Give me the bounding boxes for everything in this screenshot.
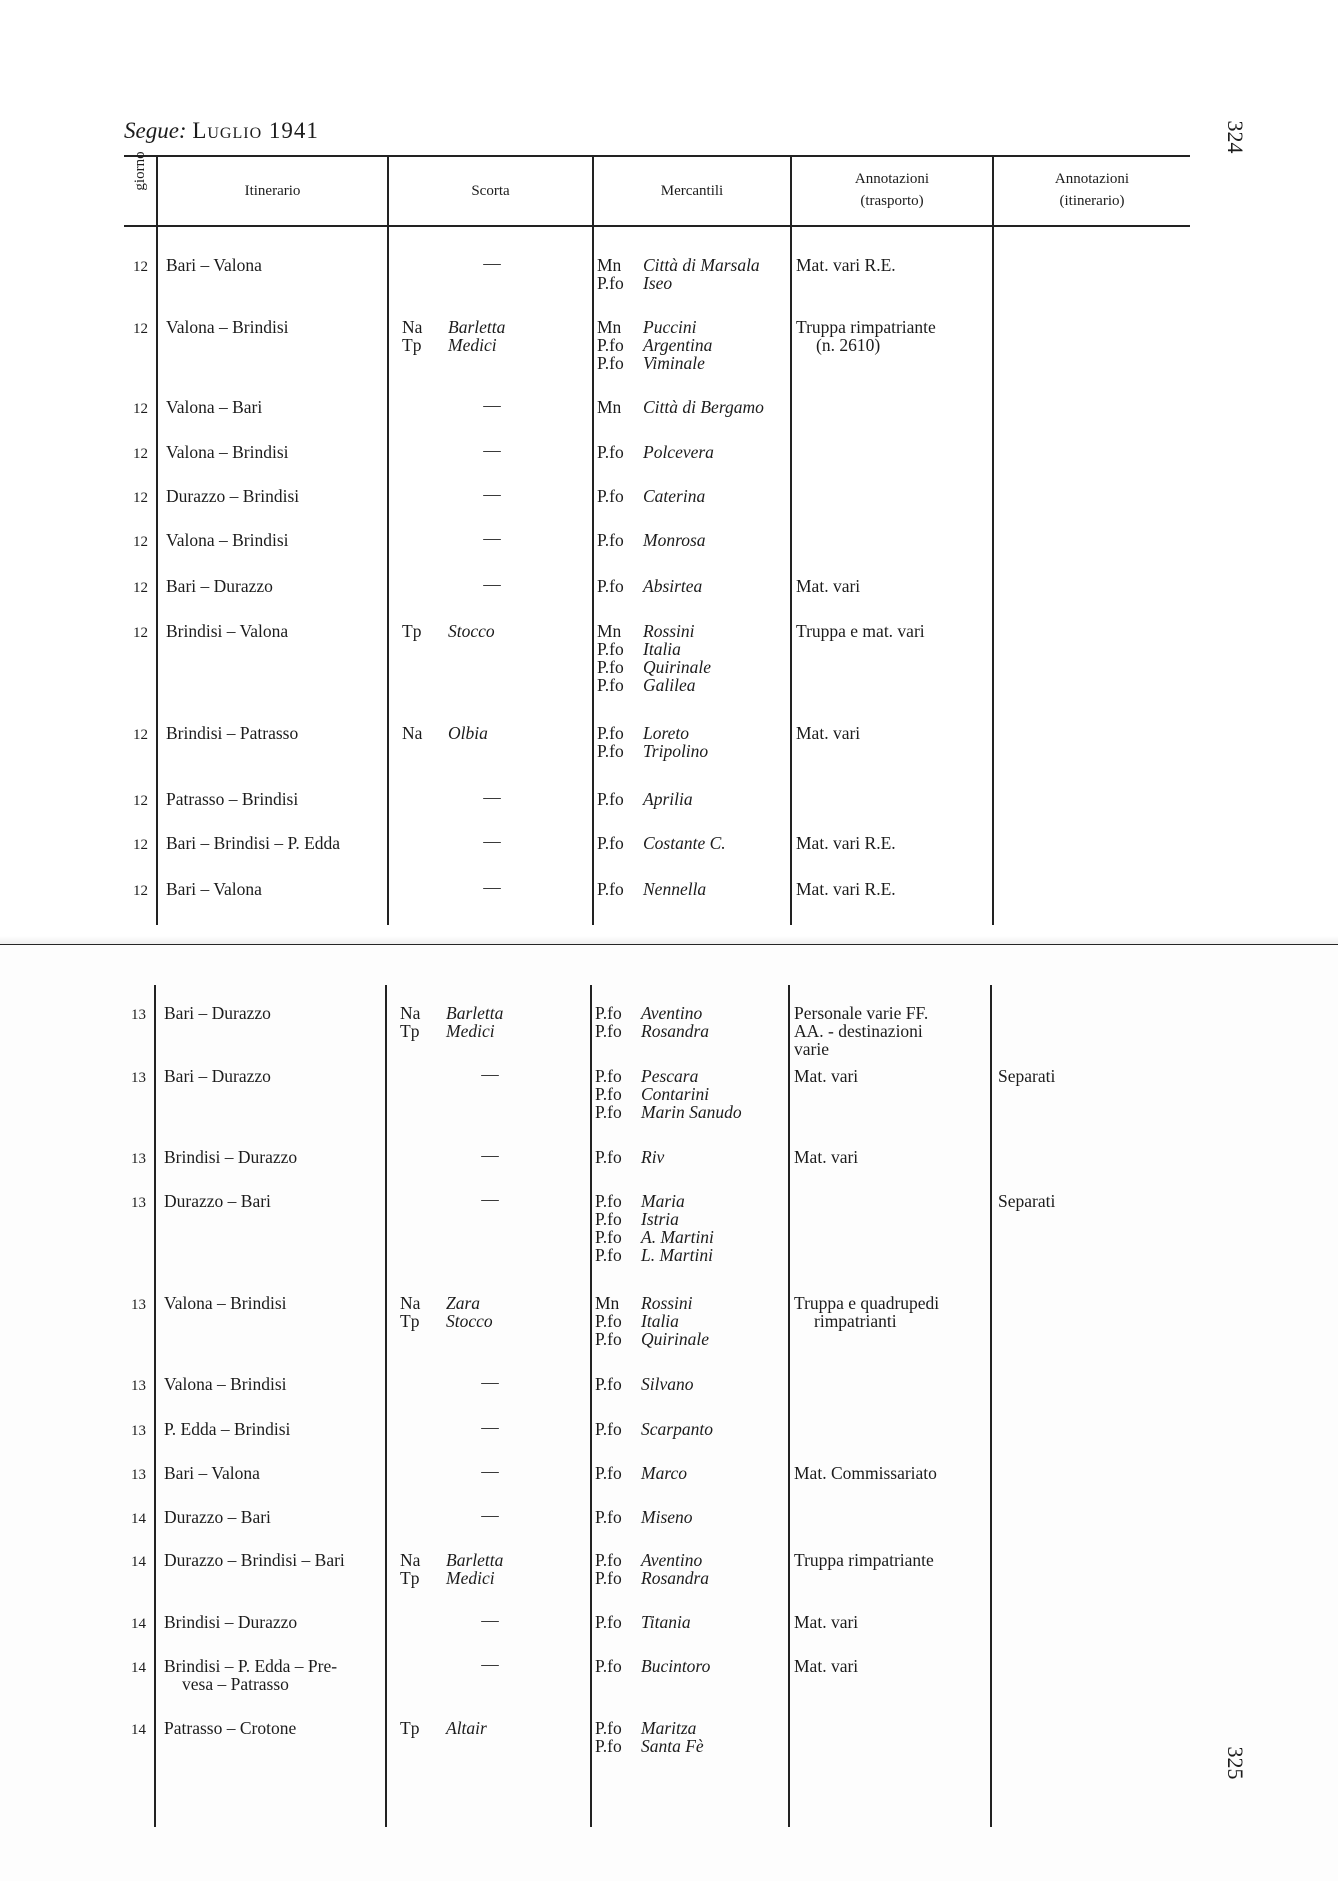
itinerary-cell: Bari – Valona	[164, 1463, 260, 1483]
itinerary-cell: Valona – Brindisi	[164, 1293, 287, 1313]
page-number-bottom: 325	[1223, 1746, 1248, 1780]
itinerary-cell: Brindisi – Durazzo	[164, 1147, 298, 1167]
ship-name: Zara	[446, 1293, 481, 1313]
escort-cell	[400, 1719, 487, 1737]
escort-none-dash: —	[481, 1064, 499, 1084]
itinerary-cell: Bari – Valona	[166, 879, 262, 899]
merchant-ship-cell	[595, 1004, 702, 1022]
escort-cell	[402, 622, 495, 640]
day-cell: 14	[131, 1616, 146, 1632]
ship-type-abbrev: Na	[400, 1293, 421, 1313]
ship-type-abbrev: P.fo	[597, 657, 624, 677]
ship-name: Miseno	[641, 1507, 693, 1527]
ship-name: Pescara	[641, 1066, 699, 1086]
ship-type-abbrev: P.fo	[597, 353, 624, 373]
escort-none-dash: —	[483, 395, 501, 415]
merchant-ship-cell	[597, 658, 711, 676]
ship-name: Marco	[641, 1463, 688, 1483]
merchant-ship-cell	[595, 1103, 742, 1121]
merchant-ship-cell	[597, 742, 708, 760]
day-cell: 13	[131, 1423, 146, 1439]
ship-type-abbrev: P.fo	[597, 335, 624, 355]
ship-type-abbrev: P.fo	[595, 1612, 622, 1632]
ship-name: Aventino	[641, 1003, 703, 1023]
itinerary-cell: Brindisi – P. Edda – Pre-	[164, 1656, 338, 1676]
escort-none-dash: —	[481, 1372, 499, 1392]
day-cell: 12	[133, 446, 148, 462]
ship-type-abbrev: P.fo	[595, 1329, 622, 1349]
merchant-ship-cell	[597, 880, 706, 898]
merchant-ship-cell	[595, 1657, 710, 1675]
ship-name: Puccini	[643, 317, 697, 337]
merchant-ship-cell	[595, 1294, 693, 1312]
ship-name: Riv	[641, 1147, 665, 1167]
annotation-transport-cell: Mat. vari	[796, 576, 861, 596]
escort-cell	[400, 1551, 503, 1569]
merchant-ship-cell	[595, 1375, 694, 1393]
ship-type-abbrev: Na	[400, 1550, 421, 1570]
ship-name: Contarini	[641, 1084, 710, 1104]
ship-name: Barletta	[446, 1003, 504, 1023]
day-cell: 13	[131, 1070, 146, 1086]
ship-name: A. Martini	[641, 1227, 714, 1247]
ship-name: Istria	[641, 1209, 679, 1229]
page-325	[0, 945, 1338, 1881]
annotation-transport-cell: AA. - destinazioni	[794, 1021, 923, 1041]
ship-type-abbrev: Tp	[400, 1021, 420, 1041]
ship-type-abbrev: P.fo	[595, 1245, 622, 1265]
annotation-transport-cell: Truppa e mat. vari	[796, 621, 925, 641]
ship-type-abbrev: P.fo	[595, 1021, 622, 1041]
ship-type-abbrev: P.fo	[595, 1507, 622, 1527]
merchant-ship-cell	[595, 1330, 709, 1348]
ship-type-abbrev: P.fo	[595, 1066, 622, 1086]
day-cell: 12	[133, 490, 148, 506]
escort-none-dash: —	[483, 484, 501, 504]
ship-name: Titania	[641, 1612, 691, 1632]
day-cell: 13	[131, 1195, 146, 1211]
ship-name: Caterina	[643, 486, 706, 506]
ship-name: Città di Bergamo	[643, 397, 764, 417]
annotation-transport-cell: Truppa rimpatriante	[796, 317, 936, 337]
merchant-ship-cell	[597, 622, 695, 640]
itinerary-cell: Bari – Durazzo	[166, 576, 273, 596]
annotation-transport-cell: Mat. vari R.E.	[796, 879, 896, 899]
ship-name: Maritza	[641, 1718, 697, 1738]
ship-type-abbrev: P.fo	[595, 1227, 622, 1247]
merchant-ship-cell	[595, 1067, 698, 1085]
day-cell: 13	[131, 1378, 146, 1394]
merchant-ship-cell	[597, 398, 764, 416]
itinerary-cell: vesa – Patrasso	[182, 1674, 289, 1694]
col-rule-3	[592, 155, 594, 925]
day-cell: 12	[133, 401, 148, 417]
day-cell: 13	[131, 1151, 146, 1167]
ship-name: Scarpanto	[641, 1419, 713, 1439]
header-annotazioni-trasporto-2: (trasporto)	[860, 193, 924, 209]
merchant-ship-cell	[597, 640, 681, 658]
merchant-ship-cell	[595, 1737, 704, 1755]
ship-name: Loreto	[643, 723, 690, 743]
ship-name: Olbia	[448, 723, 488, 743]
ship-name: Polcevera	[643, 442, 714, 462]
annotation-transport-cell: Mat. vari	[794, 1612, 859, 1632]
ship-type-abbrev: Mn	[597, 317, 622, 337]
ship-type-abbrev: Tp	[402, 335, 422, 355]
ship-name: Rosandra	[641, 1021, 710, 1041]
ship-type-abbrev: P.fo	[597, 789, 624, 809]
escort-cell	[400, 1569, 495, 1587]
ship-type-abbrev: P.fo	[597, 879, 624, 899]
ship-name: Monrosa	[643, 530, 706, 550]
ship-name: Costante C.	[643, 833, 726, 853]
day-cell: 13	[131, 1467, 146, 1483]
escort-cell	[400, 1294, 480, 1312]
itinerary-cell: Brindisi – Durazzo	[164, 1612, 298, 1632]
merchant-ship-cell	[595, 1551, 702, 1569]
ship-type-abbrev: P.fo	[597, 675, 624, 695]
ship-name: Altair	[446, 1718, 487, 1738]
itinerary-cell: Patrasso – Brindisi	[166, 789, 299, 809]
annotation-transport-cell: Mat. vari R.E.	[796, 255, 896, 275]
merchant-ship-cell	[595, 1464, 687, 1482]
ship-name: Aventino	[641, 1550, 703, 1570]
day-cell: 13	[131, 1297, 146, 1313]
ship-type-abbrev: P.fo	[595, 1209, 622, 1229]
merchant-ship-cell	[595, 1148, 664, 1166]
ship-type-abbrev: P.fo	[597, 273, 624, 293]
day-cell: 12	[133, 534, 148, 550]
escort-none-dash: —	[481, 1610, 499, 1630]
day-cell: 14	[131, 1660, 146, 1676]
annotation-transport-cell: Mat. vari	[794, 1066, 859, 1086]
header-scorta: Scorta	[471, 183, 510, 199]
escort-none-dash: —	[481, 1505, 499, 1525]
ship-type-abbrev: P.fo	[597, 833, 624, 853]
ship-name: Medici	[446, 1568, 495, 1588]
escort-none-dash: —	[481, 1461, 499, 1481]
ship-type-abbrev: Na	[400, 1003, 421, 1023]
ship-name: Barletta	[448, 317, 506, 337]
merchant-ship-cell	[597, 531, 706, 549]
merchant-ship-cell	[597, 318, 696, 336]
merchant-ship-cell	[595, 1569, 709, 1587]
col-rule-1	[154, 985, 156, 1827]
ship-name: Galilea	[643, 675, 696, 695]
merchant-ship-cell	[595, 1613, 691, 1631]
header-annotazioni-itinerario-1: Annotazioni	[1054, 171, 1130, 187]
itinerary-cell: Bari – Durazzo	[164, 1066, 271, 1086]
ship-type-abbrev: Mn	[597, 397, 622, 417]
ship-type-abbrev: P.fo	[595, 1311, 622, 1331]
col-rule-1	[156, 155, 158, 925]
merchant-ship-cell	[595, 1312, 679, 1330]
header-annotazioni-itinerario-2: (itinerario)	[1059, 193, 1125, 209]
escort-none-dash: —	[481, 1417, 499, 1437]
escort-none-dash: —	[483, 787, 501, 807]
ship-type-abbrev: P.fo	[595, 1550, 622, 1570]
ship-type-abbrev: Tp	[400, 1311, 420, 1331]
escort-none-dash: —	[481, 1145, 499, 1165]
ship-type-abbrev: P.fo	[595, 1656, 622, 1676]
escort-none-dash: —	[481, 1189, 499, 1209]
merchant-ship-cell	[597, 676, 696, 694]
day-cell: 12	[133, 259, 148, 275]
merchant-ship-cell	[597, 443, 714, 461]
ship-name: Absirtea	[643, 576, 703, 596]
day-cell: 12	[133, 837, 148, 853]
itinerary-cell: Valona – Brindisi	[166, 442, 289, 462]
ship-name: Stocco	[448, 621, 495, 641]
itinerary-cell: Patrasso – Crotone	[164, 1718, 297, 1738]
ship-name: Santa Fè	[641, 1736, 704, 1756]
header-annotazioni-trasporto	[792, 168, 992, 212]
page-number-top: 324	[1223, 120, 1248, 154]
header-month: Luglio 1941	[192, 118, 319, 143]
merchant-ship-cell	[597, 256, 760, 274]
page-header	[124, 118, 319, 144]
ship-type-abbrev: P.fo	[595, 1102, 622, 1122]
itinerary-cell: Valona – Brindisi	[166, 530, 289, 550]
escort-cell	[400, 1004, 503, 1022]
ship-name: Italia	[643, 639, 681, 659]
merchant-ship-cell	[597, 724, 689, 742]
merchant-ship-cell	[597, 577, 702, 595]
day-cell: 12	[133, 727, 148, 743]
annotation-transport-cell: Mat. Commissariato	[794, 1463, 937, 1483]
header-giorno: giorno	[132, 151, 148, 191]
header-mercantili: Mercantili	[660, 183, 724, 199]
escort-cell	[402, 318, 505, 336]
annotation-itinerary-cell: Separati	[998, 1191, 1056, 1211]
ship-name: Argentina	[643, 335, 713, 355]
ship-type-abbrev: P.fo	[595, 1191, 622, 1211]
col-rule-3	[590, 985, 592, 1827]
escort-cell	[402, 336, 497, 354]
ship-name: Quirinale	[641, 1329, 710, 1349]
ship-type-abbrev: Tp	[400, 1718, 420, 1738]
ship-type-abbrev: P.fo	[595, 1419, 622, 1439]
itinerary-cell: Valona – Brindisi	[164, 1374, 287, 1394]
ship-name: Silvano	[641, 1374, 694, 1394]
ship-type-abbrev: P.fo	[597, 486, 624, 506]
day-cell: 13	[131, 1007, 146, 1023]
ship-type-abbrev: P.fo	[597, 639, 624, 659]
merchant-ship-cell	[597, 354, 705, 372]
annotation-transport-cell: Mat. vari R.E.	[796, 833, 896, 853]
merchant-ship-cell	[595, 1420, 713, 1438]
itinerary-cell: Valona – Bari	[166, 397, 263, 417]
ship-name: Italia	[641, 1311, 679, 1331]
header-annotazioni-trasporto-1: Annotazioni	[854, 171, 930, 187]
table-top-rule	[124, 155, 1190, 157]
escort-cell	[402, 724, 488, 742]
ship-name: Nennella	[643, 879, 707, 899]
ship-type-abbrev: P.fo	[595, 1463, 622, 1483]
ship-name: Medici	[448, 335, 497, 355]
merchant-ship-cell	[597, 336, 712, 354]
day-cell: 14	[131, 1511, 146, 1527]
col-rule-2	[385, 985, 387, 1827]
merchant-ship-cell	[597, 790, 693, 808]
escort-cell	[400, 1022, 495, 1040]
day-cell: 14	[131, 1554, 146, 1570]
header-itinerario: Itinerario	[244, 183, 301, 199]
merchant-ship-cell	[597, 274, 672, 292]
escort-none-dash: —	[483, 831, 501, 851]
ship-name: Città di Marsala	[643, 255, 760, 275]
merchant-ship-cell	[595, 1228, 714, 1246]
escort-none-dash: —	[483, 574, 501, 594]
ship-name: Maria	[641, 1191, 685, 1211]
ship-type-abbrev: P.fo	[595, 1718, 622, 1738]
ship-type-abbrev: Tp	[402, 621, 422, 641]
ship-name: Rosandra	[641, 1568, 710, 1588]
itinerary-cell: Bari – Durazzo	[164, 1003, 271, 1023]
day-cell: 14	[131, 1722, 146, 1738]
escort-none-dash: —	[483, 528, 501, 548]
ship-name: Quirinale	[643, 657, 712, 677]
ship-type-abbrev: P.fo	[595, 1736, 622, 1756]
ship-name: Rossini	[643, 621, 695, 641]
day-cell: 12	[133, 625, 148, 641]
itinerary-cell: Bari – Brindisi – P. Edda	[166, 833, 341, 853]
ship-type-abbrev: P.fo	[595, 1084, 622, 1104]
ship-name: L. Martini	[641, 1245, 713, 1265]
itinerary-cell: Durazzo – Bari	[164, 1191, 271, 1211]
ship-type-abbrev: P.fo	[597, 530, 624, 550]
header-segue: Segue:	[124, 118, 187, 143]
ship-type-abbrev: Na	[402, 723, 423, 743]
ship-name: Marin Sanudo	[641, 1102, 742, 1122]
annotation-transport-cell: Mat. vari	[796, 723, 861, 743]
ship-type-abbrev: P.fo	[595, 1374, 622, 1394]
annotation-transport-cell: Truppa rimpatriante	[794, 1550, 934, 1570]
col-rule-4	[790, 155, 792, 925]
day-cell: 12	[133, 793, 148, 809]
annotation-transport-cell: Mat. vari	[794, 1656, 859, 1676]
merchant-ship-cell	[595, 1246, 713, 1264]
escort-none-dash: —	[483, 253, 501, 273]
merchant-ship-cell	[595, 1022, 709, 1040]
ship-name: Aprilia	[643, 789, 693, 809]
annotation-transport-cell: (n. 2610)	[816, 335, 881, 355]
ship-name: Tripolino	[643, 741, 709, 761]
ship-name: Barletta	[446, 1550, 504, 1570]
itinerary-cell: Brindisi – Valona	[166, 621, 289, 641]
day-cell: 12	[133, 580, 148, 596]
ship-name: Bucintoro	[641, 1656, 711, 1676]
ship-type-abbrev: Na	[402, 317, 423, 337]
col-rule-5	[992, 155, 994, 925]
annotation-transport-cell: Personale varie FF.	[794, 1003, 929, 1023]
header-bottom-rule	[124, 225, 1190, 227]
ship-type-abbrev: Mn	[597, 621, 622, 641]
day-cell: 12	[133, 883, 148, 899]
annotation-itinerary-cell: Separati	[998, 1066, 1056, 1086]
col-rule-2	[387, 155, 389, 925]
annotation-transport-cell: Mat. vari	[794, 1147, 859, 1167]
merchant-ship-cell	[597, 487, 705, 505]
itinerary-cell: Durazzo – Brindisi	[166, 486, 300, 506]
ship-type-abbrev: Tp	[400, 1568, 420, 1588]
merchant-ship-cell	[595, 1719, 696, 1737]
annotation-transport-cell: varie	[794, 1039, 829, 1059]
ship-type-abbrev: P.fo	[597, 741, 624, 761]
col-rule-4	[788, 985, 790, 1827]
ship-name: Viminale	[643, 353, 705, 373]
ship-type-abbrev: P.fo	[597, 576, 624, 596]
escort-none-dash: —	[483, 440, 501, 460]
itinerary-cell: Durazzo – Bari	[164, 1507, 271, 1527]
itinerary-cell: Durazzo – Brindisi – Bari	[164, 1550, 345, 1570]
ship-type-abbrev: Mn	[597, 255, 622, 275]
annotation-transport-cell: Truppa e quadrupedi	[794, 1293, 940, 1313]
itinerary-cell: Valona – Brindisi	[166, 317, 289, 337]
ship-name: Stocco	[446, 1311, 493, 1331]
ship-type-abbrev: P.fo	[597, 442, 624, 462]
ship-name: Medici	[446, 1021, 495, 1041]
day-cell: 12	[133, 321, 148, 337]
itinerary-cell: Brindisi – Patrasso	[166, 723, 299, 743]
header-annotazioni-itinerario	[994, 168, 1190, 212]
ship-type-abbrev: P.fo	[595, 1003, 622, 1023]
itinerary-cell: P. Edda – Brindisi	[164, 1419, 291, 1439]
col-rule-5	[990, 985, 992, 1827]
ship-type-abbrev: P.fo	[597, 723, 624, 743]
merchant-ship-cell	[595, 1508, 693, 1526]
merchant-ship-cell	[595, 1210, 679, 1228]
escort-cell	[400, 1312, 493, 1330]
ship-type-abbrev: P.fo	[595, 1568, 622, 1588]
ship-name: Iseo	[643, 273, 673, 293]
merchant-ship-cell	[597, 834, 726, 852]
escort-none-dash: —	[481, 1654, 499, 1674]
escort-none-dash: —	[483, 877, 501, 897]
ship-name: Rossini	[641, 1293, 693, 1313]
ship-type-abbrev: P.fo	[595, 1147, 622, 1167]
annotation-transport-cell: rimpatrianti	[814, 1311, 897, 1331]
merchant-ship-cell	[595, 1192, 685, 1210]
itinerary-cell: Bari – Valona	[166, 255, 262, 275]
ship-type-abbrev: Mn	[595, 1293, 620, 1313]
merchant-ship-cell	[595, 1085, 709, 1103]
